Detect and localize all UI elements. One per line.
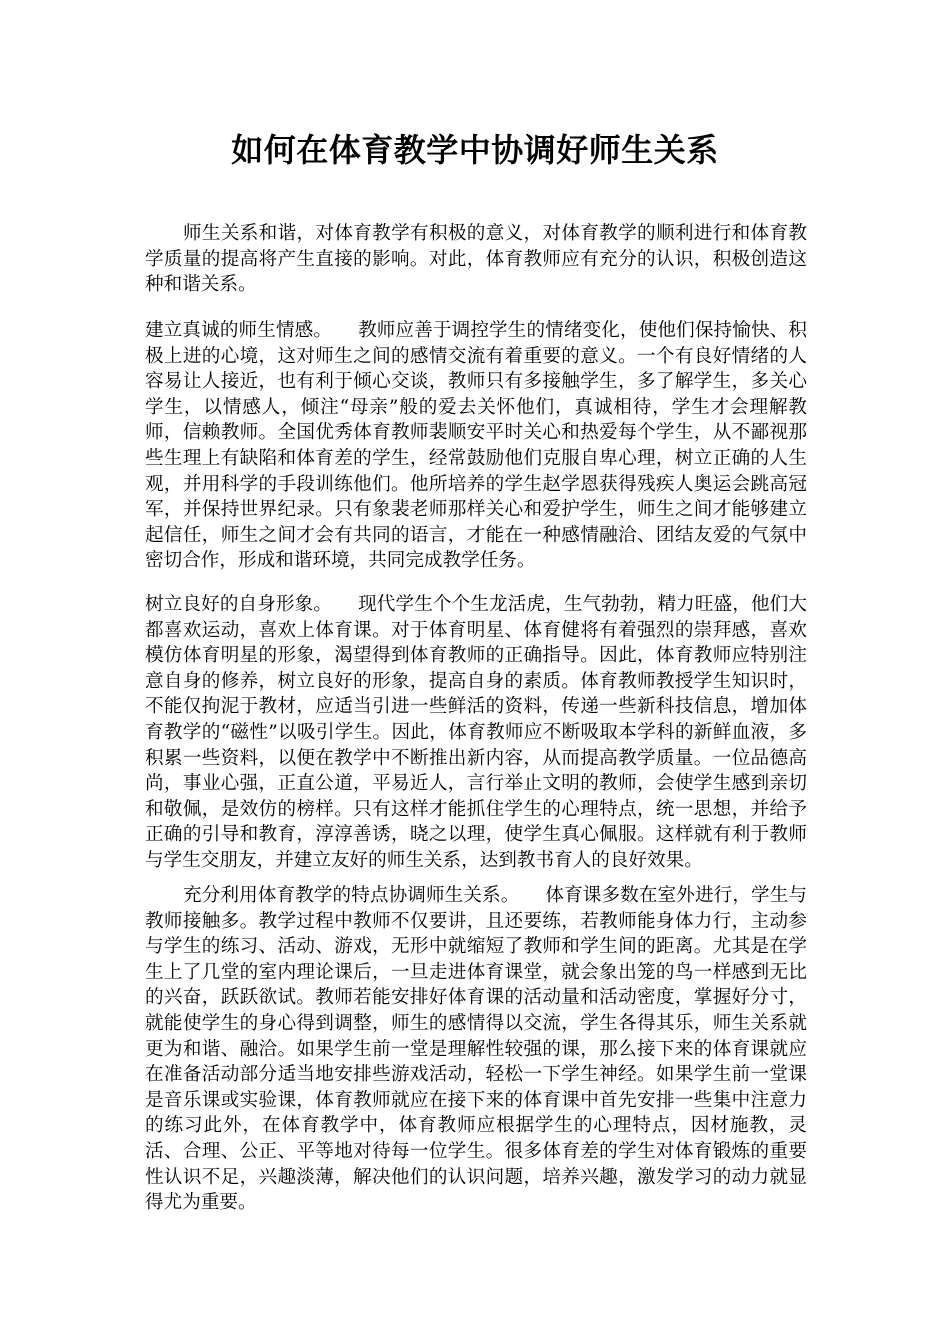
section-text-1: 教师应善于调控学生的情绪变化，使他们保持愉快、积极上进的心境，这对师生之间的感情交流有着重要的意义。一个有良好情绪的人容易让人接近，也有利于倾心交谈，教师只有多接触学生，多了解学生，多关心学生，以情感人，倾注“母亲”般的爱去关怀他们，真诚相待，学生才会理解教师，信赖教师。全国优秀体育教师裴顺安平时关心和热爱每个学生，从不鄙视那些生理上有缺陷和体育差的学生，经常鼓励他们克服自卑心理，树立正确的人生观，并用科学的手段训练他们。他所培养的学生赵学恩获得残疾人奥运会跳高冠军，并保持世界纪录。只有象裴老师那样关心和爱护学生，师生之间才能够建立起信任，师生之间才会有共同的语言，才能在一种感情融洽、团结友爱的气氛中密切合作，形成和谐环境，共同完成教学任务。 (145, 320, 807, 572)
section-paragraph-3 (145, 883, 807, 1216)
intro-paragraph: 师生关系和谐，对体育教学有积极的意义，对体育教学的顺利进行和体育教学质量的提高将产生直接的影响。对此，体育教师应有充分的认识，积极创造这种和谐关系。 (145, 223, 807, 296)
section-heading-3: 充分利用体育教学的特点协调师生关系。 (183, 885, 520, 906)
page-title: 如何在体育教学中协调好师生关系 (231, 131, 719, 169)
section-text-2: 现代学生个个生龙活虎，生气勃勃，精力旺盛，他们大都喜欢运动，喜欢上体育课。对于体育明星、体育健将有着强烈的崇拜感，喜欢模仿体育明星的形象，渴望得到体育教师的正确指导。因此，体育教师应特别注意自身的修养，树立良好的形象，提高自身的素质。体育教师教授学生知识时，不能仅拘泥于教材，应适当引进一些鲜活的资料，传递一些新科技信息，增加体育教学的“磁性”以吸引学生。因此，体育教师应不断吸取本学科的新鲜血液，多积累一些资料，以便在教学中不断推出新内容，从而提高教学质量。一位品德高尚，事业心强，正直公道，平易近人，言行举止文明的教师，会使学生感到亲切和敬佩，是效仿的榜样。只有这样才能抓住学生的心理特点，统一思想，并给予正确的引导和教育，淳淳善诱，晓之以理，使学生真心佩服。这样就有利于教师与学生交朋友，并建立友好的师生关系，达到教书育人的良好效果。 (145, 594, 807, 871)
section-heading-1: 建立真诚的师生情感。 (145, 320, 333, 341)
section-paragraph-1 (145, 318, 807, 574)
section-heading-2: 树立良好的自身形象。 (145, 594, 333, 615)
section-text-3: 体育课多数在室外进行，学生与教师接触多。教学过程中教师不仅要讲，且还要练，若教师能身体力行，主动参与学生的练习、活动、游戏，无形中就缩短了教师和学生间的距离。尤其是在学生上了几堂的室内理论课后，一旦走进体育课堂，就会象出笼的鸟一样感到无比的兴奋，跃跃欲试。教师若能安排好体育课的活动量和活动密度，掌握好分寸，就能使学生的身心得到调整，师生的感情得以交流，学生各得其乐，师生关系就更为和谐、融洽。如果学生前一堂是理解性较强的课，那么接下来的体育课就应在准备活动部分适当地安排些游戏活动，轻松一下学生神经。如果学生前一堂课是音乐课或实验课，体育教师就应在接下来的体育课中首先安排一些集中注意力的练习此外，在体育教学中，体育教师应根据学生的心理特点，因材施教，灵活、合理、公正、平等地对待每一位学生。很多体育差的学生对体育锻炼的重要性认识不足，兴趣淡薄，解决他们的认识问题，培养兴趣，激发学习的动力就显得尤为重要。 (145, 885, 807, 1214)
section-paragraph-2 (145, 592, 807, 874)
